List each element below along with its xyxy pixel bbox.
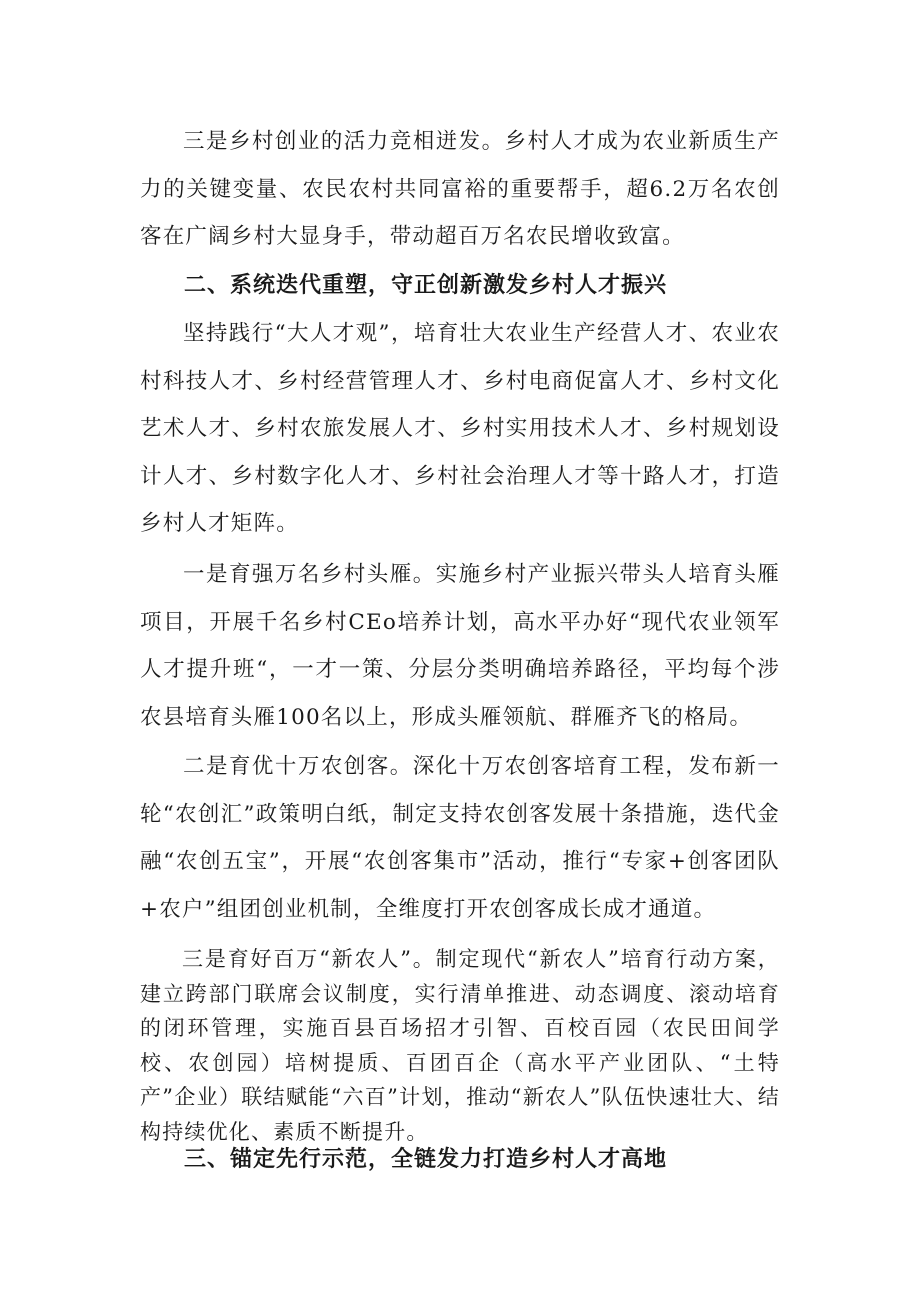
section-heading-three: 三、锚定先行示范，全链发力打造乡村人才高地 (184, 1147, 668, 1172)
paragraph-talent-view: 坚持践行“大人才观”，培育壮大农业生产经营人才、农业农村科技人才、乡村经营管理人才、乡村电商促富人才、乡村文化艺术人才、乡村农旅发展人才、乡村实用技术人才、乡村规划设计人才、乡村数字化人才、乡村社会治理人才等十路人才，打造乡村人才矩阵。 (140, 321, 780, 536)
paragraph-rural-entrepreneurship: 三是乡村创业的活力竞相迸发。乡村人才成为农业新质生产力的关键变量、农民农村共同富裕的重要帮手，超6.2万名农创客在广阔乡村大显身手，带动超百万名农民增收致富。 (140, 129, 780, 249)
paragraph-agri-entrepreneurs: 二是育优十万农创客。深化十万农创客培育工程，发布新一轮“农创汇”政策明白纸，制定支持农创客发展十条措施，迭代金融“农创五宝”，开展“农创客集市”活动，推行“专家+创客团队+农户”组团创业机制，全维度打开农创客成长成才通道。 (140, 754, 780, 922)
section-heading-two: 二、系统迭代重塑，守正创新激发乡村人才振兴 (184, 273, 668, 298)
paragraph-new-farmers: 三是育好百万“新农人”。制定现代“新农人”培育行动方案，建立跨部门联席会议制度，实行清单推进、动态调度、滚动培育的闭环管理，实施百县百场招才引智、百校百园（农民田间学校、农创园）培树提质、百团百企（高水平产业团队、“土特产”企业）联结赋能“六百”计划，推动“新农人”队伍快速壮大、结构持续优化、素质不断提升。 (140, 947, 780, 1144)
paragraph-lead-geese: 一是育强万名乡村头雁。实施乡村产业振兴带头人培育头雁项目，开展千名乡村CEo培养计划，高水平办好“现代农业领军人才提升班“，一才一策、分层分类明确培养路径，平均每个涉农县培育头雁100名以上，形成头雁领航、群雁齐飞的格局。 (140, 562, 780, 730)
